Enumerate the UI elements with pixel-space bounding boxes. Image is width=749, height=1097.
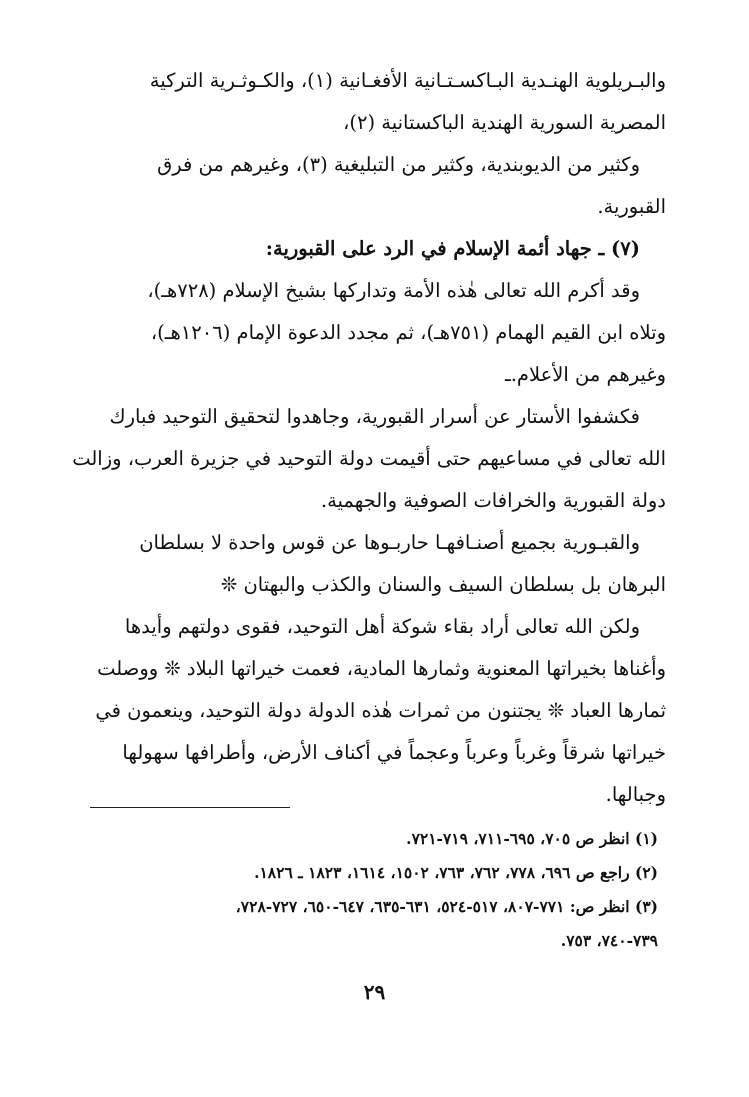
text-line: وتلاه ابن القيم الهمام (٧٥١هـ)، ثم مجدد الدعوة الإمام (١٢٠٦هـ)،	[150, 321, 666, 344]
footnote: (٢) راجع ص ٦٩٦، ٧٧٨، ٧٦٢، ٧٦٣، ١٥٠٢، ١٦١٤، ١٨٢٣ ـ ١٨٢٦.	[254, 863, 658, 882]
section-heading: (٧) ـ جهاد أئمة الإسلام في الرد على القبورية:	[265, 237, 640, 260]
text-line: خيراتها شرقاً وغرباً وعرباً وعجماً في أكناف الأرض، وأطرافها سهولها	[122, 741, 666, 764]
text-line: وأغناها بخيراتها المعنوية وثمارها المادية، فعمت خيراتها البلاد ❊ ووصلت	[97, 657, 666, 680]
text-line: وجبالها.	[605, 783, 666, 806]
footnotes	[70, 822, 666, 958]
page-number: ٢٩	[363, 980, 386, 1004]
text-line: والبـريلوية الهنـدية البـاكسـتـانية الأفغـانية (١)، والكـوثـرية التركية	[149, 69, 666, 92]
footnote: ٧٣٩-٧٤٠، ٧٥٣.	[560, 931, 658, 950]
text-line: ثمارها العباد ❊ يجتنون من ثمرات هٰذه الدولة دولة التوحيد، وينعمون في	[95, 699, 666, 722]
text-line: القبورية.	[597, 195, 666, 218]
text-line: وغيرهم من الأعلام.ـ	[505, 363, 666, 386]
text-line: دولة القبورية والخرافات الصوفية والجهمية.	[320, 489, 666, 512]
text-line: البرهان بل بسلطان السيف والسنان والكذب والبهتان ❊	[220, 573, 666, 596]
text-line: وكثير من الديوبندية، وكثير من التبليغية (٣)، وغيرهم من فرق	[157, 153, 640, 176]
text-line: ولكن الله تعالى أراد بقاء شوكة أهل التوحيد، فقوى دولتهم وأيدها	[124, 615, 640, 638]
footnote-divider	[90, 807, 290, 808]
text-line: وقد أكرم الله تعالى هٰذه الأمة وتداركها بشيخ الإسلام (٧٢٨هـ)،	[147, 279, 640, 302]
text-line: والقبـورية بجميع أصنـافهـا حاربـوها عن قوس واحدة لا بسلطان	[139, 531, 640, 554]
text-line: الله تعالى في مساعيهم حتى أقيمت دولة التوحيد في جزيرة العرب، وزالت	[72, 447, 666, 470]
text-line: المصرية السورية الهندية الباكستانية (٢)،	[343, 111, 666, 134]
text-line: فكشفوا الأستار عن أسرار القبورية، وجاهدوا لتحقيق التوحيد فبارك	[109, 405, 640, 428]
footnote: (١) انظر ص ٧٠٥، ٦٩٥-٧١١، ٧١٩-٧٢١.	[406, 829, 658, 848]
footnote: (٣) انظر ص: ٧٧١-٨٠٧، ٥١٧-٥٢٤، ٦٣١-٦٣٥، ٦٤٧-٦٥٠، ٧٢٧-٧٢٨،	[235, 897, 658, 916]
main-text	[70, 60, 666, 816]
